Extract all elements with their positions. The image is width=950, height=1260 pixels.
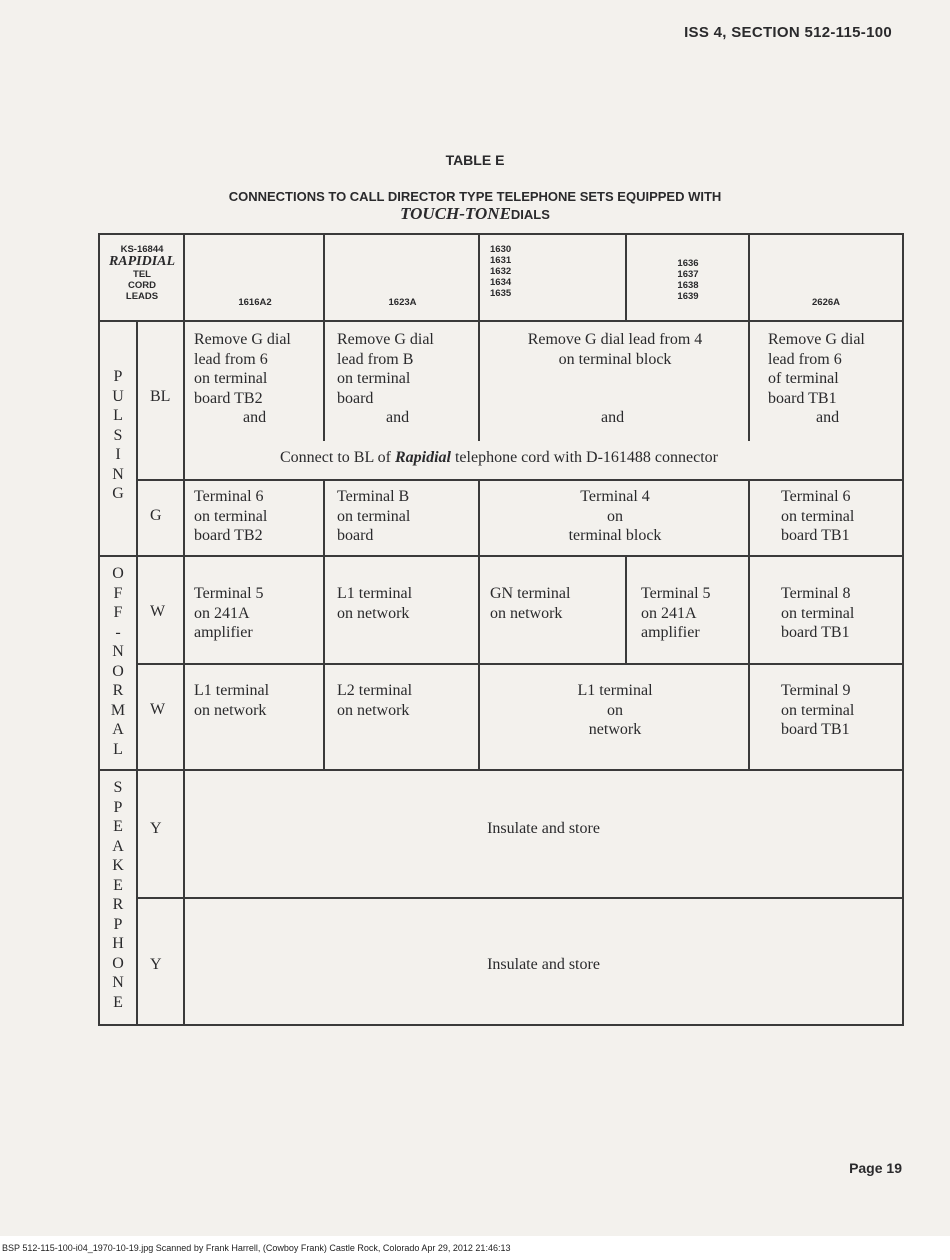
text-line: L2 terminal: [337, 682, 413, 699]
text-line: on terminal: [781, 507, 855, 525]
rule-offnormal-end: [98, 769, 904, 771]
text-line: board TB2: [194, 389, 263, 407]
touch-tone-label: TOUCH-TONE: [400, 204, 511, 223]
group-speakerphone: S P E A K E R P H O N E: [112, 779, 124, 1011]
rule-leads-col: [136, 320, 138, 1026]
lead-w-1: W: [150, 603, 166, 620]
table-border-top: [98, 233, 904, 235]
text-line: Remove G dial: [337, 331, 434, 348]
lead-y-1: Y: [150, 820, 162, 837]
group-offnormal: O F F - N O R M A L: [110, 565, 126, 758]
rule-y-y: [136, 897, 904, 899]
cell-g-1616: [194, 487, 267, 546]
text-line: L1 terminal: [337, 585, 413, 602]
text-line: on terminal: [337, 507, 411, 525]
text-line: network: [588, 721, 642, 738]
text-line: L1 terminal: [577, 682, 653, 699]
text-line: on network: [337, 604, 410, 622]
cell-y1-insulate: Insulate and store: [487, 820, 600, 837]
table-subtitle: [0, 188, 950, 223]
table-title: TABLE E: [445, 152, 505, 168]
text-line: Terminal 4: [580, 488, 650, 505]
text-line: on: [607, 507, 623, 525]
and-1616: and: [243, 409, 267, 426]
cell-bl-1630: [480, 330, 750, 369]
header-1623a: 1623A: [388, 297, 417, 308]
cell-w2-1630: [480, 681, 750, 740]
text-line: amplifier: [641, 624, 700, 641]
rule-bl-g: [136, 479, 904, 481]
text-line: board TB1: [781, 527, 850, 544]
rule-col-1636-b: [625, 555, 627, 663]
page-number: Page 19: [849, 1160, 902, 1176]
cell-w1-1636: [641, 584, 711, 643]
rule-w-w: [136, 663, 904, 665]
text-line: Terminal 6: [194, 488, 264, 505]
header-leads-word: LEADS: [125, 291, 159, 302]
header-1630: [490, 244, 600, 299]
connect-instruction: [280, 448, 718, 468]
text-line: lead from B: [337, 350, 414, 368]
text-line: Terminal 8: [781, 585, 851, 602]
cell-bl-1623: [337, 330, 434, 408]
text-line: L1 terminal: [194, 682, 270, 699]
and-1623: and: [386, 409, 410, 426]
text-line: on network: [490, 604, 563, 622]
table-subtitle-line1: CONNECTIONS TO CALL DIRECTOR TYPE TELEPHONE SETS EQUIPPED WITH: [228, 189, 722, 204]
text-line: Remove G dial lead from 4: [527, 331, 703, 348]
text-line: Remove G dial: [194, 331, 291, 348]
text-line: GN terminal: [490, 585, 571, 602]
rule-pulsing-end: [98, 555, 904, 557]
text-line: on terminal block: [558, 350, 672, 368]
and-1630: and: [601, 409, 625, 426]
header-1630-4: 1635: [490, 288, 512, 299]
lead-g: G: [150, 507, 162, 524]
header-cord: CORD: [128, 280, 156, 291]
rule-col-1623-a: [323, 233, 325, 441]
scan-info-text: BSP 512-115-100-i04_1970-10-19.jpg Scanned by Frank Harrell, (Cowboy Frank) Castle Rock, Colorado Apr 29, 2012 21:46:13: [2, 1243, 511, 1253]
header-1630-3: 1634: [490, 277, 512, 288]
header-1636-3: 1639: [677, 291, 699, 302]
cell-bl-2626: [768, 330, 865, 408]
connect-rapidial: Rapidial: [394, 449, 451, 466]
text-line: on terminal: [194, 370, 268, 387]
text-line: board TB1: [768, 389, 837, 407]
text-line: amplifier: [194, 624, 253, 641]
group-pulsing: P U L S I N G: [112, 368, 124, 502]
header-1616a2: 1616A2: [238, 297, 272, 308]
text-line: on: [607, 701, 623, 719]
text-line: on 241A: [641, 604, 697, 622]
header-1636-1: 1637: [677, 269, 699, 280]
cell-g-1623: [337, 487, 410, 546]
text-line: of terminal: [768, 370, 839, 387]
rule-col-1623-b: [323, 479, 325, 770]
text-line: board TB1: [781, 624, 850, 641]
header-2626a: 2626A: [812, 297, 840, 308]
header-1630-1: 1631: [490, 255, 512, 266]
text-line: board TB2: [194, 527, 263, 544]
cell-w1-2626: [781, 584, 854, 643]
header-1636-2: 1638: [677, 280, 699, 291]
cell-w2-1616: [194, 681, 269, 720]
text-line: on terminal: [781, 701, 855, 719]
table-border-right: [902, 233, 904, 1026]
lead-y-2: Y: [150, 956, 162, 973]
text-line: on 241A: [194, 604, 250, 622]
header-1630-2: 1632: [490, 266, 512, 277]
dials-label: DIALS: [510, 207, 550, 222]
header-1636-0: 1636: [677, 258, 699, 269]
cell-w1-1616: [194, 584, 264, 643]
text-line: Terminal B: [337, 488, 410, 505]
header-leads: [100, 244, 184, 302]
cell-g-2626: [781, 487, 854, 546]
cell-g-1630: [480, 487, 750, 546]
text-line: on network: [337, 701, 410, 719]
header-1636: [627, 258, 749, 302]
table-border-bottom: [98, 1024, 904, 1026]
text-line: Terminal 5: [194, 585, 264, 602]
text-line: on terminal: [194, 507, 268, 525]
header-1630-0: 1630: [490, 244, 512, 255]
and-2626: and: [816, 409, 840, 426]
text-line: terminal block: [568, 527, 662, 544]
section-header: ISS 4, SECTION 512-115-100: [684, 24, 892, 41]
text-line: board: [337, 389, 374, 407]
text-line: Terminal 9: [781, 682, 851, 699]
text-line: on terminal: [337, 370, 411, 387]
cell-w1-1630: [490, 584, 570, 623]
lead-bl: BL: [150, 388, 171, 405]
text-line: lead from 6: [194, 350, 268, 368]
cell-w2-2626: [781, 681, 854, 740]
text-line: Terminal 5: [641, 585, 711, 602]
header-rapidial: RAPIDIAL: [108, 254, 176, 269]
lead-w-2: W: [150, 701, 166, 718]
text-line: board: [337, 527, 374, 544]
text-line: board TB1: [781, 721, 850, 738]
text-line: lead from 6: [768, 350, 842, 368]
header-ks: KS-16844: [120, 244, 164, 255]
cell-w2-1623: [337, 681, 412, 720]
cell-bl-1616: [194, 330, 291, 408]
connect-prefix: Connect to BL of: [280, 449, 395, 466]
header-rule: [98, 320, 904, 322]
cell-w1-1623: [337, 584, 412, 623]
text-line: Terminal 6: [781, 488, 851, 505]
connect-suffix: telephone cord with D-161488 connector: [450, 449, 718, 466]
cell-y2-insulate: Insulate and store: [487, 956, 600, 973]
text-line: Remove G dial: [768, 331, 865, 348]
text-line: on network: [194, 701, 267, 719]
text-line: on terminal: [781, 604, 855, 622]
scan-info-bar: [0, 1236, 950, 1260]
rule-lead-col: [183, 233, 185, 1026]
header-tel: TEL: [133, 269, 151, 280]
